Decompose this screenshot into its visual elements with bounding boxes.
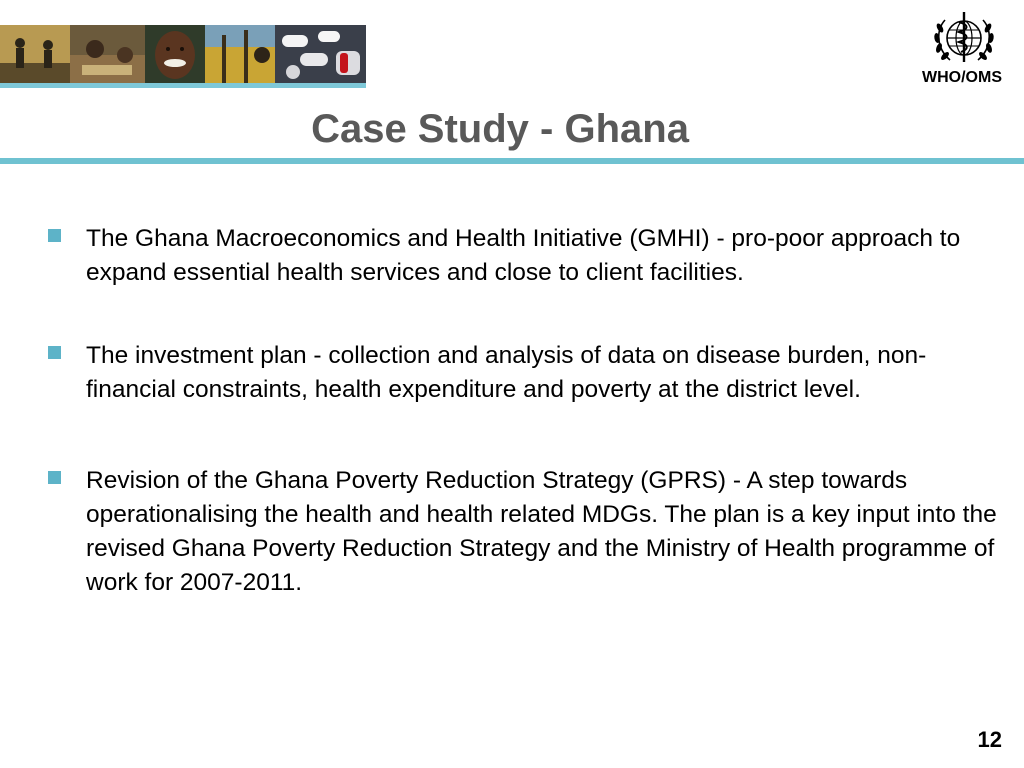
- square-bullet-icon: [48, 471, 61, 484]
- slide-title: Case Study - Ghana: [311, 107, 689, 151]
- who-emblem-icon: [928, 8, 1000, 68]
- bullet-item: [48, 464, 998, 600]
- bullet-item: [48, 339, 998, 407]
- square-bullet-icon: [48, 229, 61, 242]
- bullet-item: [48, 222, 998, 290]
- bullet-text: Revision of the Ghana Poverty Reduction Strategy (GPRS) - A step towards operationalising the health and health related MDGs. The plan is a key input into the revised Ghana Poverty Reduction Strategy and the Ministry of Health programme of work for 2007-2011.: [86, 467, 997, 596]
- bullet-text: The Ghana Macroeconomics and Health Initiative (GMHI) - pro-poor approach to expand essential health services and close to client facilities.: [86, 225, 961, 286]
- title-rule: [0, 158, 1024, 164]
- bullet-text: The investment plan - collection and analysis of data on disease burden, non-financial constraints, health expenditure and poverty at the district level.: [86, 342, 927, 403]
- page-number: 12: [977, 727, 1002, 752]
- bullet-list: [48, 222, 998, 600]
- who-label: WHO/OMS: [922, 69, 1002, 86]
- header-accent-bar: [0, 83, 366, 88]
- square-bullet-icon: [48, 346, 61, 359]
- health-photo-collage: [0, 25, 366, 83]
